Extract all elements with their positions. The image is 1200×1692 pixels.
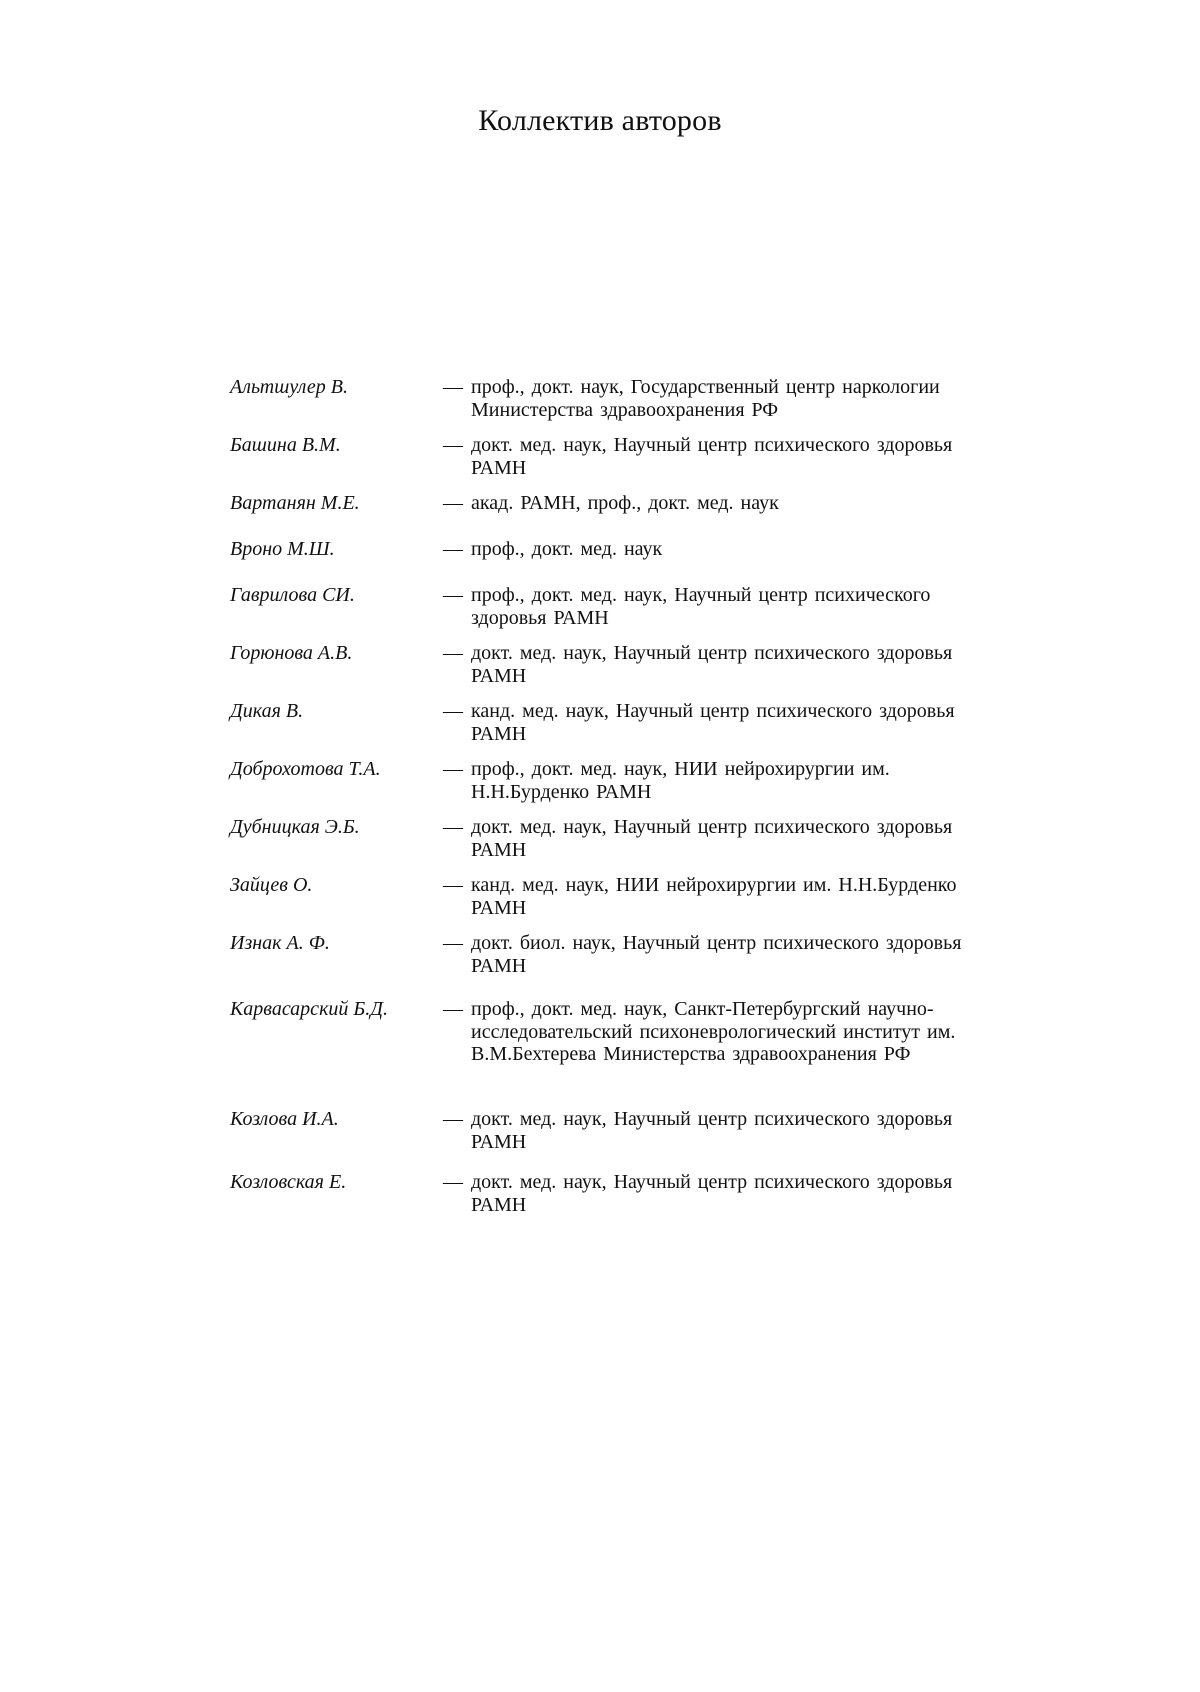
author-description: акад. РАМН, проф., докт. мед. наук	[471, 492, 779, 514]
entry-dash: —	[443, 1108, 463, 1130]
author-description: докт. мед. наук, Научный центр психического здоровья РАМН	[471, 642, 953, 687]
entry-dash: —	[443, 816, 463, 838]
entry-dash: —	[443, 642, 463, 664]
author-description: докт. мед. наук, Научный центр психического здоровья РАМН	[471, 816, 953, 861]
author-name: Зайцев О.	[230, 874, 313, 896]
author-description: докт. мед. наук, Научный центр психического здоровья РАМН	[471, 1108, 953, 1153]
author-description: докт. биол. наук, Научный центр психического здоровья РАМН	[471, 932, 962, 977]
author-description: канд. мед. наук, Научный центр психического здоровья РАМН	[471, 700, 955, 745]
author-name: Вартанян М.Е.	[230, 492, 360, 514]
author-name: Доброхотова Т.А.	[230, 758, 381, 780]
page-title: Коллектив авторов	[478, 104, 722, 137]
author-name: Башина В.М.	[230, 434, 341, 456]
entry-dash: —	[443, 376, 463, 398]
entry-dash: —	[443, 874, 463, 896]
author-name: Дикая В.	[230, 700, 304, 722]
entry-dash: —	[443, 538, 463, 560]
entry-dash: —	[443, 1171, 463, 1193]
author-name: Вроно М.Ш.	[230, 538, 335, 560]
author-name: Дубницкая Э.Б.	[230, 816, 360, 838]
author-name: Козловская Е.	[230, 1171, 347, 1193]
author-description: докт. мед. наук, Научный центр психического здоровья РАМН	[471, 434, 953, 479]
author-description: проф., докт. мед. наук, НИИ нейрохирургии им. Н.Н.Бурденко РАМН	[471, 758, 890, 803]
author-description: проф., докт. наук, Государственный центр наркологии Министерства здравоохранения РФ	[471, 376, 940, 421]
author-description: канд. мед. наук, НИИ нейрохирургии им. Н.Н.Бурденко РАМН	[471, 874, 957, 919]
author-name: Изнак А. Ф.	[230, 932, 330, 954]
author-name: Альтшулер В.	[230, 376, 348, 398]
author-description: проф., докт. мед. наук, Санкт-Петербургский научно-исследовательский психоневрологический институт им. В.М.Бехтерева Министерства здравоохранения РФ	[471, 998, 956, 1065]
author-description: докт. мед. наук, Научный центр психического здоровья РАМН	[471, 1171, 953, 1216]
entry-dash: —	[443, 492, 463, 514]
author-name: Карвасарский Б.Д.	[230, 998, 388, 1020]
entry-dash: —	[443, 584, 463, 606]
entry-dash: —	[443, 434, 463, 456]
entry-dash: —	[443, 932, 463, 954]
author-name: Горюнова А.В.	[230, 642, 353, 664]
author-name: Козлова И.А.	[230, 1108, 339, 1130]
author-description: проф., докт. мед. наук	[471, 538, 663, 560]
entry-dash: —	[443, 998, 463, 1020]
entry-dash: —	[443, 758, 463, 780]
author-name: Гаврилова СИ.	[230, 584, 355, 606]
author-description: проф., докт. мед. наук, Научный центр психического здоровья РАМН	[471, 584, 931, 629]
entry-dash: —	[443, 700, 463, 722]
